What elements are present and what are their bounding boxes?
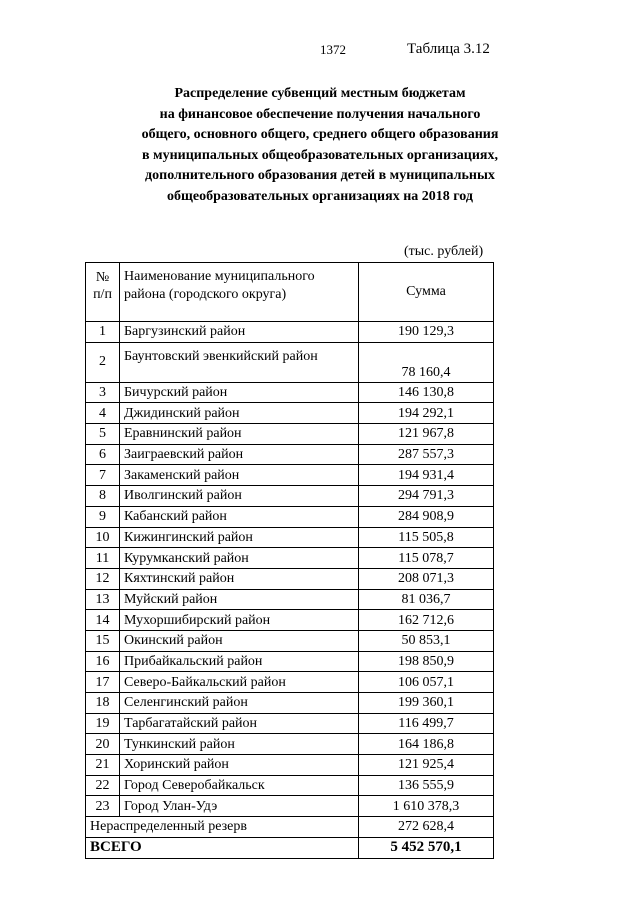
row-name: Прибайкальский район xyxy=(120,651,359,672)
table-label: Таблица 3.12 xyxy=(407,41,490,57)
row-number: 17 xyxy=(86,672,120,693)
table-row xyxy=(86,672,494,693)
header-name-line1: Наименование муниципального xyxy=(124,269,315,284)
row-number: 16 xyxy=(86,651,120,672)
row-sum: 106 057,1 xyxy=(359,672,494,693)
row-name: Муйский район xyxy=(120,589,359,610)
title-line: общего, основного общего, среднего общего образования xyxy=(141,127,499,142)
row-sum: 116 499,7 xyxy=(359,713,494,734)
row-sum: 50 853,1 xyxy=(359,630,494,651)
table-row xyxy=(86,486,494,507)
total-label: ВСЕГО xyxy=(86,837,359,858)
row-number: 10 xyxy=(86,527,120,548)
row-sum: 81 036,7 xyxy=(359,589,494,610)
row-number: 8 xyxy=(86,486,120,507)
row-number: 6 xyxy=(86,444,120,465)
row-number: 12 xyxy=(86,568,120,589)
row-number: 22 xyxy=(86,775,120,796)
title-line: Распределение субвенций местным бюджетам xyxy=(174,86,466,101)
row-sum: 190 129,3 xyxy=(359,322,494,343)
row-sum: 198 850,9 xyxy=(359,651,494,672)
header-number xyxy=(86,263,120,322)
row-number: 18 xyxy=(86,693,120,714)
row-sum: 162 712,6 xyxy=(359,610,494,631)
row-number: 4 xyxy=(86,403,120,424)
row-sum: 136 555,9 xyxy=(359,775,494,796)
row-sum: 121 925,4 xyxy=(359,755,494,776)
row-sum: 115 078,7 xyxy=(359,548,494,569)
row-name: Хоринский район xyxy=(120,755,359,776)
header-sum: Сумма xyxy=(359,263,494,322)
row-sum: 146 130,8 xyxy=(359,382,494,403)
row-number: 3 xyxy=(86,382,120,403)
table-row xyxy=(86,610,494,631)
table-row xyxy=(86,713,494,734)
table-row xyxy=(86,465,494,486)
row-number: 9 xyxy=(86,506,120,527)
row-name: Город Северобайкальск xyxy=(120,775,359,796)
table-row xyxy=(86,342,494,382)
table-row xyxy=(86,589,494,610)
document-title xyxy=(60,84,580,207)
row-name: Закаменский район xyxy=(120,465,359,486)
row-number: 14 xyxy=(86,610,120,631)
subvention-table xyxy=(85,262,494,859)
row-sum: 1 610 378,3 xyxy=(359,796,494,817)
row-name: Джидинский район xyxy=(120,403,359,424)
row-name: Мухоршибирский район xyxy=(120,610,359,631)
reserve-sum: 272 628,4 xyxy=(359,817,494,838)
reserve-row xyxy=(86,817,494,838)
table-row xyxy=(86,693,494,714)
table-row xyxy=(86,755,494,776)
table-row xyxy=(86,734,494,755)
title-line: в муниципальных общеобразовательных организациях, xyxy=(142,147,498,163)
table-row xyxy=(86,775,494,796)
row-sum: 78 160,4 xyxy=(359,342,494,382)
title-line: общеобразовательных организациях на 2018 год xyxy=(167,188,473,204)
reserve-label: Нераспределенный резерв xyxy=(86,817,359,838)
row-number: 15 xyxy=(86,630,120,651)
row-name: Баунтовский эвенкийский район xyxy=(120,342,359,382)
row-name: Баргузинский район xyxy=(120,322,359,343)
table-row xyxy=(86,568,494,589)
table-row xyxy=(86,796,494,817)
page-number: 1372 xyxy=(320,42,346,57)
header-name xyxy=(120,263,359,322)
table-row xyxy=(86,382,494,403)
row-number: 11 xyxy=(86,548,120,569)
row-sum: 294 791,3 xyxy=(359,486,494,507)
row-sum: 121 967,8 xyxy=(359,424,494,445)
row-sum: 199 360,1 xyxy=(359,693,494,714)
row-name: Иволгинский район xyxy=(120,486,359,507)
total-row xyxy=(86,837,494,858)
row-name: Заиграевский район xyxy=(120,444,359,465)
row-number: 21 xyxy=(86,755,120,776)
units-label: (тыс. рублей) xyxy=(404,244,484,259)
row-name: Кабанский район xyxy=(120,506,359,527)
row-number: 13 xyxy=(86,589,120,610)
row-number: 2 xyxy=(86,342,120,382)
row-sum: 164 186,8 xyxy=(359,734,494,755)
row-name: Курумканский район xyxy=(120,548,359,569)
row-name: Еравнинский район xyxy=(120,424,359,445)
row-number: 20 xyxy=(86,734,120,755)
title-line: на финансовое обеспечение получения начального xyxy=(159,106,481,122)
table-row xyxy=(86,444,494,465)
row-sum: 287 557,3 xyxy=(359,444,494,465)
row-sum: 115 505,8 xyxy=(359,527,494,548)
row-sum: 194 292,1 xyxy=(359,403,494,424)
row-sum: 208 071,3 xyxy=(359,568,494,589)
table-row xyxy=(86,506,494,527)
table-row xyxy=(86,548,494,569)
table-row xyxy=(86,651,494,672)
header-number-symbol: № xyxy=(95,270,110,285)
row-name: Тункинский район xyxy=(120,734,359,755)
table-row xyxy=(86,527,494,548)
row-name: Кяхтинский район xyxy=(120,568,359,589)
row-name: Северо-Байкальский район xyxy=(120,672,359,693)
row-number: 1 xyxy=(86,322,120,343)
table-row xyxy=(86,424,494,445)
table-row xyxy=(86,403,494,424)
row-name: Кижингинский район xyxy=(120,527,359,548)
row-number: 7 xyxy=(86,465,120,486)
table-row xyxy=(86,322,494,343)
title-line: дополнительного образования детей в муниципальных xyxy=(145,168,495,183)
table-header-row xyxy=(86,263,494,322)
row-number: 5 xyxy=(86,424,120,445)
header-number-abbr: п/п xyxy=(93,287,112,302)
header-name-line2: района (городского округа) xyxy=(124,287,287,302)
row-sum: 194 931,4 xyxy=(359,465,494,486)
row-number: 19 xyxy=(86,713,120,734)
row-name: Окинский район xyxy=(120,630,359,651)
row-name: Бичурский район xyxy=(120,382,359,403)
total-sum: 5 452 570,1 xyxy=(359,837,494,858)
row-name: Тарбагатайский район xyxy=(120,713,359,734)
row-number: 23 xyxy=(86,796,120,817)
row-name: Селенгинский район xyxy=(120,693,359,714)
table-row xyxy=(86,630,494,651)
row-sum: 284 908,9 xyxy=(359,506,494,527)
row-name: Город Улан-Удэ xyxy=(120,796,359,817)
